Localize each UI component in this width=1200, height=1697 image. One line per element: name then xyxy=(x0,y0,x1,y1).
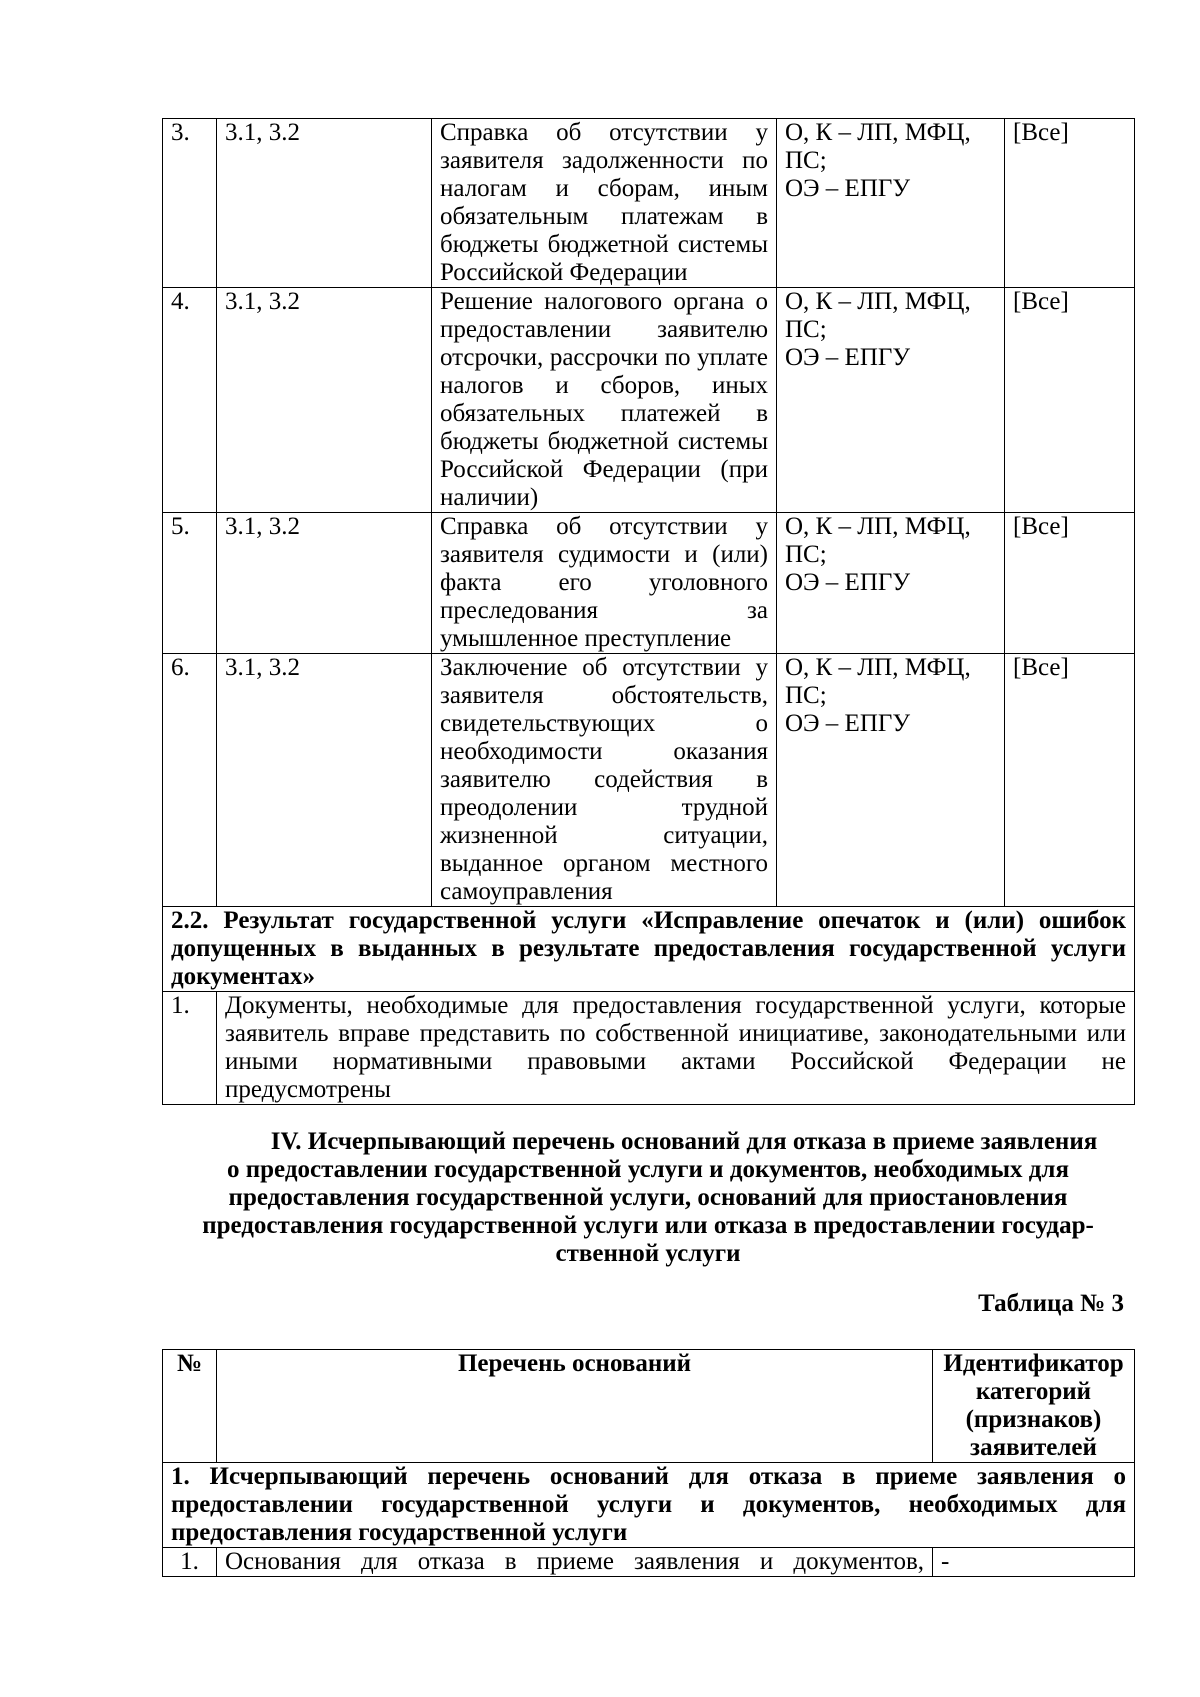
provider-line-2: ОЭ – ЕПГУ xyxy=(785,175,911,202)
table-row xyxy=(163,513,1135,654)
table-row xyxy=(163,654,1135,907)
row-number: 4. xyxy=(163,288,217,513)
row-provider xyxy=(777,513,1005,654)
row-category: [Все] xyxy=(1005,513,1135,654)
row-text: Документы, необходимые для предоставления государственной услуги, которые заявитель вправе представить по собственной инициативе, законодательными или иными нормативными правовыми актами Российской Федерации не предусмотрены xyxy=(217,992,1135,1105)
provider-line-1: О, К – ЛП, МФЦ, ПС; xyxy=(785,654,971,709)
row-document: Справка об отсутствии у заявителя задолженности по налогам и сборам, иным обязательным платежам в бюджеты бюджетной системы Российской Федерации xyxy=(432,119,777,288)
row-category: [Все] xyxy=(1005,119,1135,288)
row-codes: 3.1, 3.2 xyxy=(217,654,432,907)
row-number: 3. xyxy=(163,119,217,288)
row-document: Заключение об отсутствии у заявителя обстоятельств, свидетельствующих о необходимости оказания заявителю содействия в преодолении трудной жизненной ситуации, выданное органом местного самоуправления xyxy=(432,654,777,907)
row-provider xyxy=(777,654,1005,907)
section-2-2-title: 2.2. Результат государственной услуги «Исправление опечаток и (или) ошибок допущенных в выданных в результате предоставления государственной услуги документах» xyxy=(163,907,1135,992)
section-heading xyxy=(162,1128,1134,1268)
heading-line: о предоставлении государственной услуги и документов, необходимых для xyxy=(227,1156,1069,1183)
row-provider xyxy=(777,119,1005,288)
column-header-reasons: Перечень оснований xyxy=(217,1350,933,1463)
table-row xyxy=(163,1548,1135,1577)
heading-line: IV. Исчерпывающий перечень оснований для отказа в приеме заявления xyxy=(270,1128,1098,1155)
table-row xyxy=(163,288,1135,513)
provider-line-1: О, К – ЛП, МФЦ, ПС; xyxy=(785,513,971,568)
row-text: Основания для отказа в приеме заявления и документов, xyxy=(217,1548,933,1577)
column-header-identifier: Идентификатор категорий (признаков) заявителей xyxy=(933,1350,1135,1463)
reasons-table xyxy=(162,1349,1135,1577)
row-codes: 3.1, 3.2 xyxy=(217,288,432,513)
table-label: Таблица № 3 xyxy=(978,1290,1124,1317)
row-number: 6. xyxy=(163,654,217,907)
section-1-title: 1. Исчерпывающий перечень оснований для отказа в приеме заявления о предоставлении государственной услуги и документов, необходимых для предоставления государственной услуги xyxy=(163,1463,1135,1548)
row-category: [Все] xyxy=(1005,288,1135,513)
row-document: Справка об отсутствии у заявителя судимости и (или) факта его уголовного преследования за умышленное преступление xyxy=(432,513,777,654)
table-row xyxy=(163,119,1135,288)
heading-line: ственной услуги xyxy=(555,1240,741,1267)
row-identifier: - xyxy=(933,1548,1135,1577)
row-document: Решение налогового органа о предоставлении заявителю отсрочки, рассрочки по уплате налогов и сборов, иных обязательных платежей в бюджеты бюджетной системы Российской Федерации (при наличии) xyxy=(432,288,777,513)
provider-line-1: О, К – ЛП, МФЦ, ПС; xyxy=(785,119,971,174)
column-header-number: № xyxy=(163,1350,217,1463)
row-number: 5. xyxy=(163,513,217,654)
provider-line-2: ОЭ – ЕПГУ xyxy=(785,569,911,596)
row-number: 1. xyxy=(163,992,217,1105)
row-codes: 3.1, 3.2 xyxy=(217,119,432,288)
row-category: [Все] xyxy=(1005,654,1135,907)
provider-line-1: О, К – ЛП, МФЦ, ПС; xyxy=(785,288,971,343)
row-number: 1. xyxy=(163,1548,217,1577)
section-row xyxy=(163,907,1135,992)
provider-line-2: ОЭ – ЕПГУ xyxy=(785,344,911,371)
provider-line-2: ОЭ – ЕПГУ xyxy=(785,710,911,737)
heading-line: предоставления государственной услуги, оснований для приостановления xyxy=(228,1184,1068,1211)
row-codes: 3.1, 3.2 xyxy=(217,513,432,654)
documents-table xyxy=(162,118,1135,1105)
section-row xyxy=(163,1463,1135,1548)
heading-line: предоставления государственной услуги или отказа в предоставлении государ- xyxy=(202,1212,1094,1239)
table-header-row xyxy=(163,1350,1135,1463)
row-provider xyxy=(777,288,1005,513)
table-row xyxy=(163,992,1135,1105)
